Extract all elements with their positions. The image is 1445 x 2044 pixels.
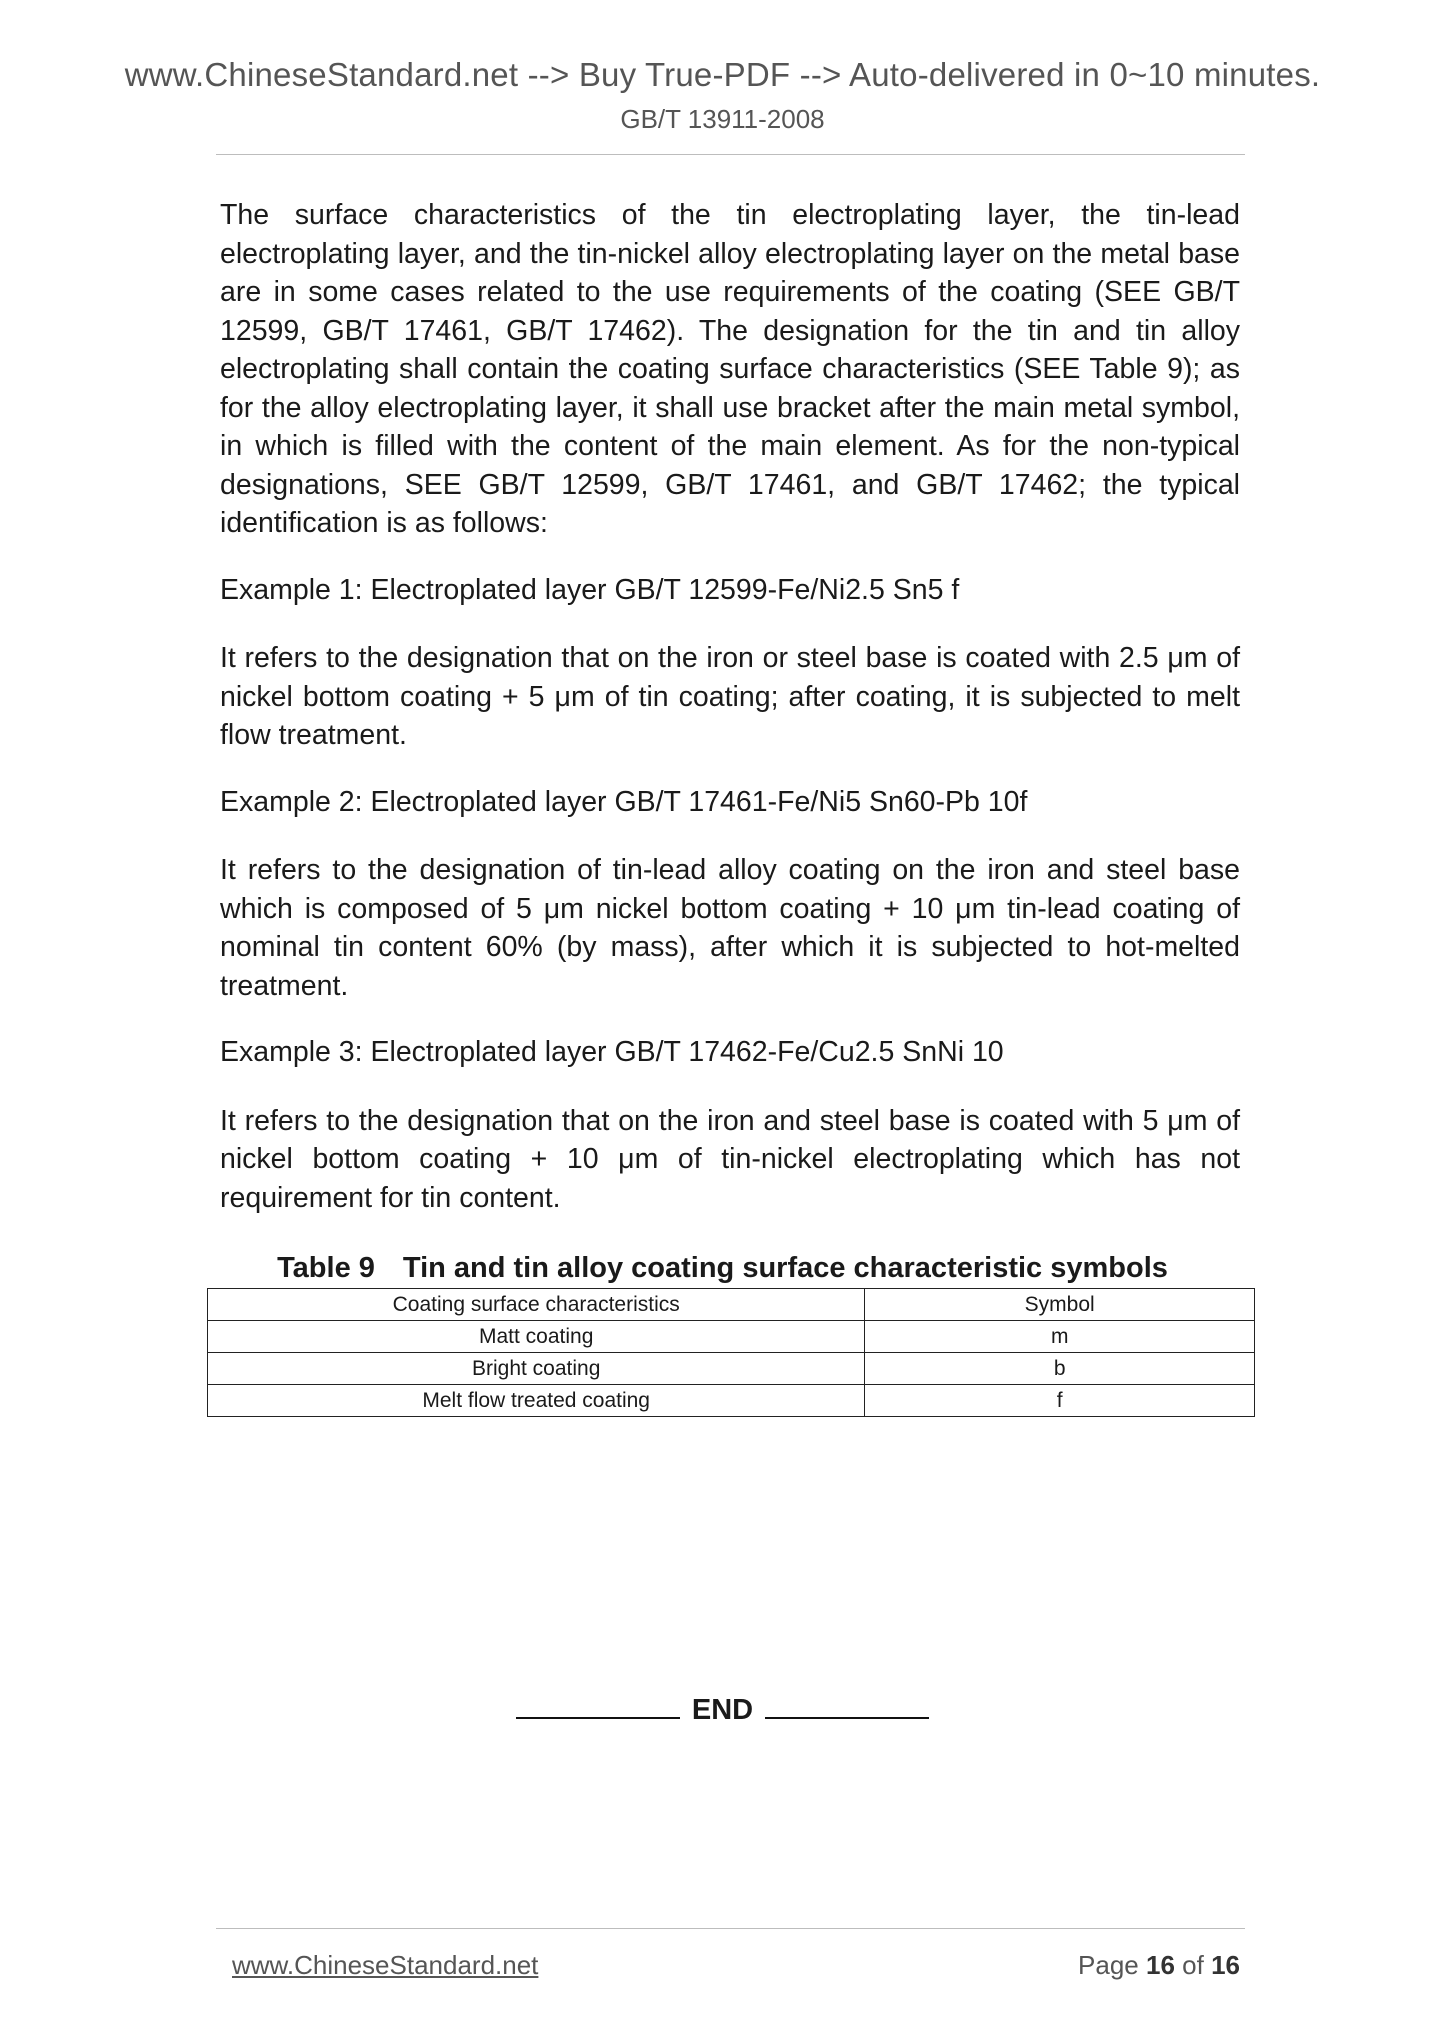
- example-1-title: Example 1: Electroplated layer GB/T 12599-Fe/Ni2.5 Sn5 f: [220, 573, 960, 606]
- surface-symbols-table: [207, 1288, 1255, 1417]
- header-banner: www.ChineseStandard.net --> Buy True-PDF --> Auto-delivered in 0~10 minutes.: [124, 56, 1321, 93]
- page-indicator: [1078, 1950, 1240, 1981]
- document-body: [220, 196, 1240, 1245]
- page-of: of: [1182, 1950, 1204, 1980]
- table-title: Tin and tin alloy coating surface characteristic symbols: [402, 1252, 1168, 1284]
- example-3-text: It refers to the designation that on the iron and steel base is coated with 5 μm of nickel bottom coating + 10 μm of tin-nickel electroplating which has not requirement for tin content.: [220, 1104, 1240, 1214]
- example-2-title: Example 2: Electroplated layer GB/T 17461-Fe/Ni5 Sn60-Pb 10f: [220, 785, 1028, 818]
- table-cell: Matt coating: [208, 1321, 865, 1353]
- end-line-left: [516, 1695, 680, 1719]
- footer-divider: [216, 1928, 1245, 1929]
- page-prefix: Page: [1078, 1950, 1139, 1980]
- table-cell: f: [865, 1385, 1255, 1417]
- table-header-cell: Coating surface characteristics: [208, 1289, 865, 1321]
- table-cell: b: [865, 1353, 1255, 1385]
- table-header-cell: Symbol: [865, 1289, 1255, 1321]
- footer-website-link[interactable]: www.ChineseStandard.net: [232, 1950, 539, 1980]
- example-3-title: Example 3: Electroplated layer GB/T 17462-Fe/Cu2.5 SnNi 10: [220, 1036, 1004, 1068]
- table-row: [208, 1385, 1255, 1417]
- end-marker: [0, 1694, 1445, 1727]
- table-cell: m: [865, 1321, 1255, 1353]
- table-number: Table 9: [277, 1252, 375, 1284]
- header-divider: [216, 154, 1245, 155]
- example-1-text: It refers to the designation that on the iron or steel base is coated with 2.5 μm of nickel bottom coating + 5 μm of tin coating; after coating, it is subjected to melt flow treatment.: [220, 642, 1240, 751]
- table-row: [208, 1353, 1255, 1385]
- table-header-row: [208, 1289, 1255, 1321]
- page-current: 16: [1146, 1950, 1175, 1980]
- table-cell: Bright coating: [208, 1353, 865, 1385]
- table-caption: [0, 1252, 1445, 1285]
- example-2-text: It refers to the designation of tin-lead alloy coating on the iron and steel base which is composed of 5 μm nickel bottom coating + 10 μm tin-lead coating of nominal tin content 60% (by mass), after which it is subjected to hot-melted treatment.: [220, 854, 1240, 1002]
- table-cell: Melt flow treated coating: [208, 1385, 865, 1417]
- page-total: 16: [1211, 1950, 1240, 1980]
- standard-number: GB/T 13911-2008: [620, 104, 825, 134]
- table-row: [208, 1321, 1255, 1353]
- end-label: END: [691, 1694, 754, 1726]
- end-line-right: [765, 1695, 929, 1719]
- intro-paragraph: The surface characteristics of the tin electroplating layer, the tin-lead electroplating layer, and the tin-nickel alloy electroplating layer on the metal base are in some cases related to the use requirements of the coating (SEE GB/T 12599, GB/T 17461, GB/T 17462). The designation for the tin and tin alloy electroplating shall contain the coating surface characteristics (SEE Table 9); as for the alloy electroplating layer, it shall use bracket after the main metal symbol, in which is filled with the content of the main element. As for the non-typical designations, SEE GB/T 12599, GB/T 17461, and GB/T 17462; the typical identification is as follows:: [220, 199, 1240, 539]
